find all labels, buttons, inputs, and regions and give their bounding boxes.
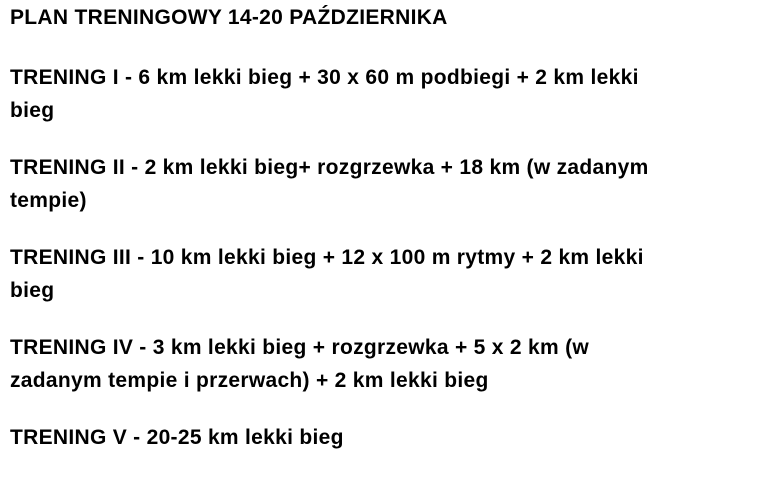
- training-1-line-1: TRENING I - 6 km lekki bieg + 30 x 60 m podbiegi + 2 km lekki: [10, 66, 639, 89]
- training-item-5: [10, 421, 776, 454]
- training-4-line-2: zadanym tempie i przerwach) + 2 km lekki bieg: [10, 369, 489, 392]
- training-2-line-1: TRENING II - 2 km lekki bieg+ rozgrzewka + 18 km (w zadanym: [10, 156, 649, 179]
- training-1-line-2: bieg: [10, 99, 55, 122]
- training-3-line-2: bieg: [10, 279, 55, 302]
- training-2-line-2: tempie): [10, 189, 87, 212]
- training-4-line-1: TRENING IV - 3 km lekki bieg + rozgrzewka + 5 x 2 km (w: [10, 336, 590, 359]
- page-title: PLAN TRENINGOWY 14-20 PAŹDZIERNIKA: [10, 6, 448, 29]
- training-item-3: [10, 241, 776, 307]
- training-5-line-1: TRENING V - 20-25 km lekki bieg: [10, 426, 344, 449]
- training-3-line-1: TRENING III - 10 km lekki bieg + 12 x 100 m rytmy + 2 km lekki: [10, 246, 644, 269]
- training-item-4: [10, 331, 776, 397]
- training-item-2: [10, 151, 776, 217]
- training-item-1: [10, 61, 776, 127]
